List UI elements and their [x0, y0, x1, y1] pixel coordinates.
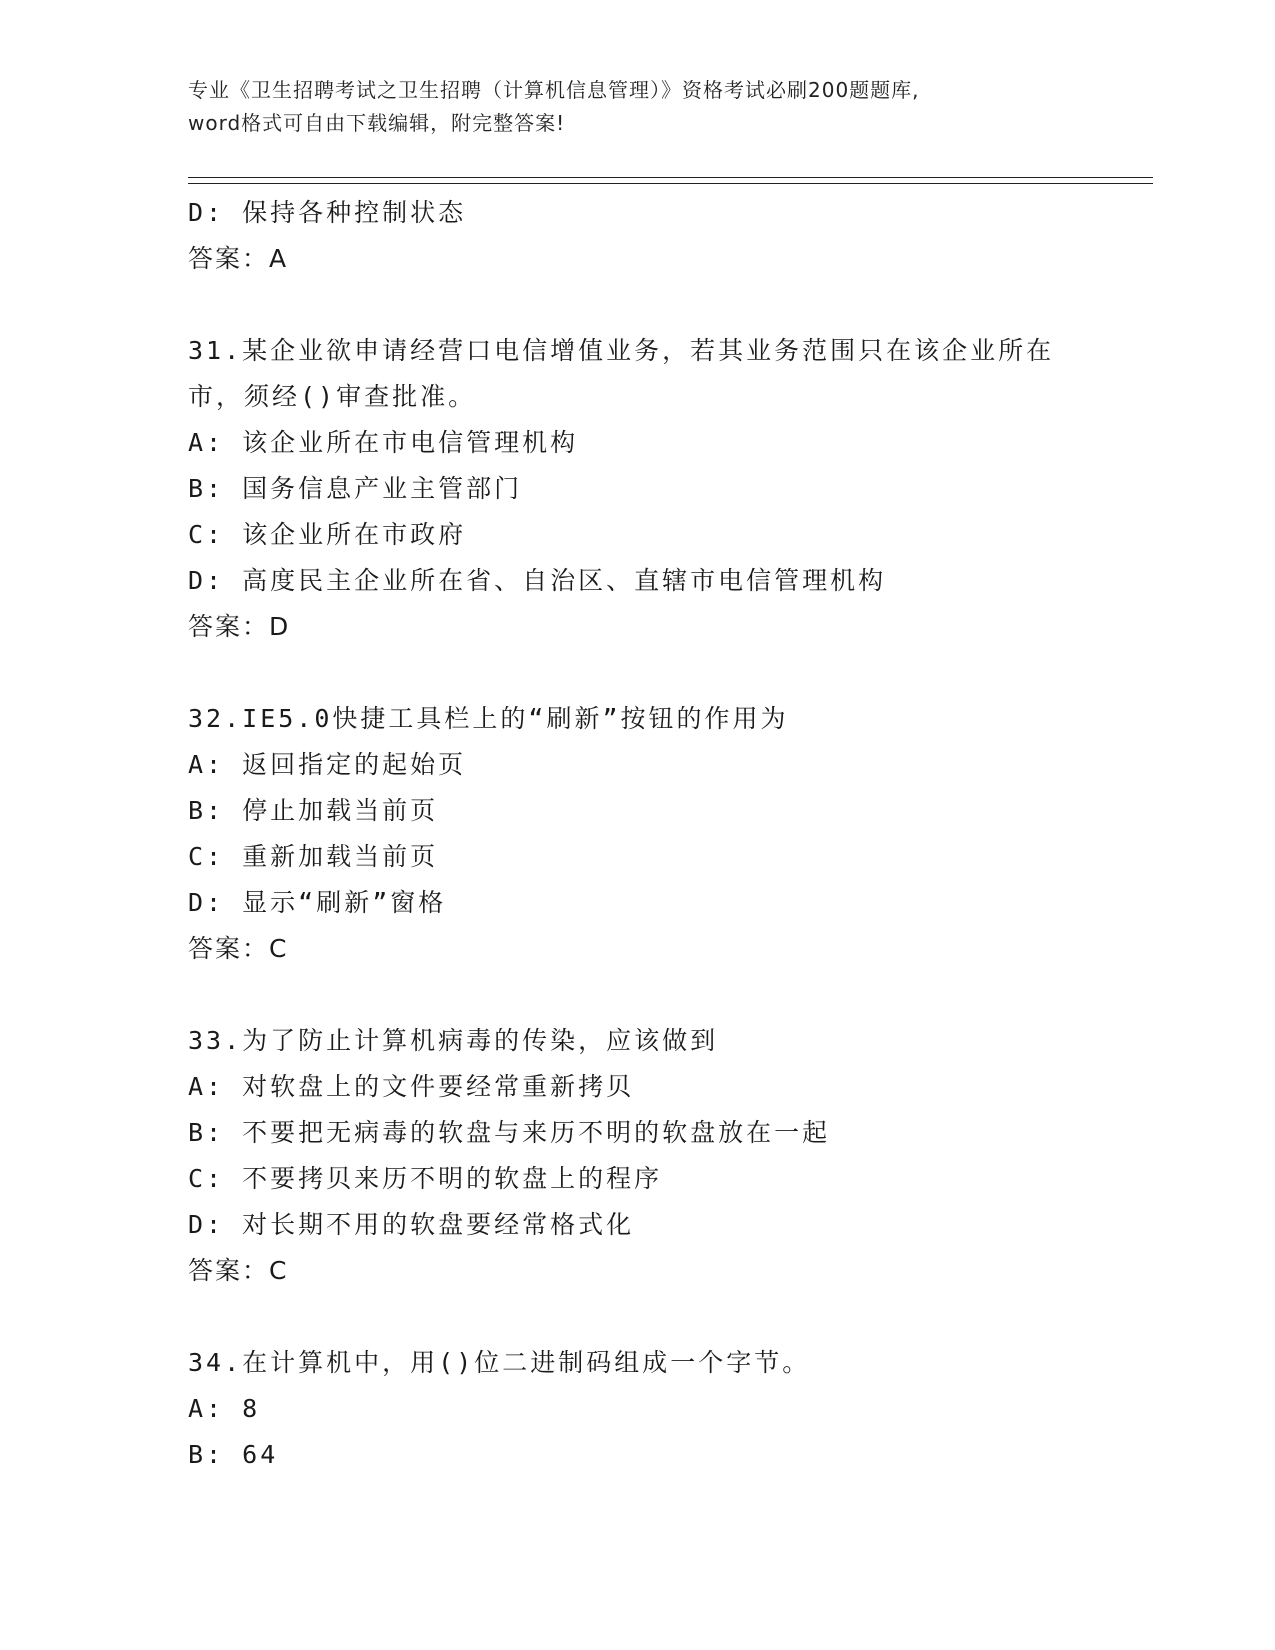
option-b: B: 停止加载当前页 — [188, 796, 439, 825]
answer-line: 答案：D — [188, 612, 291, 641]
option-b: B: 不要把无病毒的软盘与来历不明的软盘放在一起 — [188, 1118, 831, 1147]
option-d: D: 保持各种控制状态 — [188, 198, 467, 227]
option-c: C: 重新加载当前页 — [188, 842, 439, 871]
question-previous — [188, 190, 1153, 282]
answer-line: 答案：C — [188, 934, 289, 963]
option-a: A: 对软盘上的文件要经常重新拷贝 — [188, 1072, 635, 1101]
question-31 — [188, 328, 1153, 650]
spacer — [188, 282, 1153, 328]
answer-line: 答案：C — [188, 1256, 289, 1285]
question-text-line-1: 32.IE5.0快捷工具栏上的“刷新”按钮的作用为 — [188, 704, 789, 733]
option-d: D: 对长期不用的软盘要经常格式化 — [188, 1210, 635, 1239]
spacer — [188, 1294, 1153, 1340]
header-line-2: word格式可自由下载编辑，附完整答案! — [188, 111, 566, 135]
question-text-line-1: 33.为了防止计算机病毒的传染，应该做到 — [188, 1026, 719, 1055]
option-a: A: 返回指定的起始页 — [188, 750, 467, 779]
answer-line: 答案：A — [188, 244, 289, 273]
spacer — [188, 972, 1153, 1018]
question-text-line-2: 市，须经()审查批准。 — [188, 382, 477, 411]
question-33 — [188, 1018, 1153, 1294]
spacer — [188, 650, 1153, 696]
option-b: B: 国务信息产业主管部门 — [188, 474, 523, 503]
option-a: A: 该企业所在市电信管理机构 — [188, 428, 579, 457]
question-32 — [188, 696, 1153, 972]
question-text-line-1: 31.某企业欲申请经营口电信增值业务，若其业务范围只在该企业所在 — [188, 336, 1055, 365]
option-a: A: 8 — [188, 1394, 261, 1423]
question-text-line-1: 34.在计算机中，用()位二进制码组成一个字节。 — [188, 1348, 811, 1377]
question-list — [188, 190, 1153, 1478]
question-34 — [188, 1340, 1153, 1478]
option-d: D: 显示“刷新”窗格 — [188, 888, 447, 917]
header-divider-bottom — [188, 183, 1153, 184]
option-c: C: 不要拷贝来历不明的软盘上的程序 — [188, 1164, 663, 1193]
document-header — [188, 74, 1088, 140]
header-line-1: 专业《卫生招聘考试之卫生招聘（计算机信息管理）》资格考试必刷200题题库, — [188, 78, 920, 102]
option-c: C: 该企业所在市政府 — [188, 520, 467, 549]
header-divider-top — [188, 177, 1153, 178]
option-d: D: 高度民主企业所在省、自治区、直辖市电信管理机构 — [188, 566, 887, 595]
option-b: B: 64 — [188, 1440, 279, 1469]
